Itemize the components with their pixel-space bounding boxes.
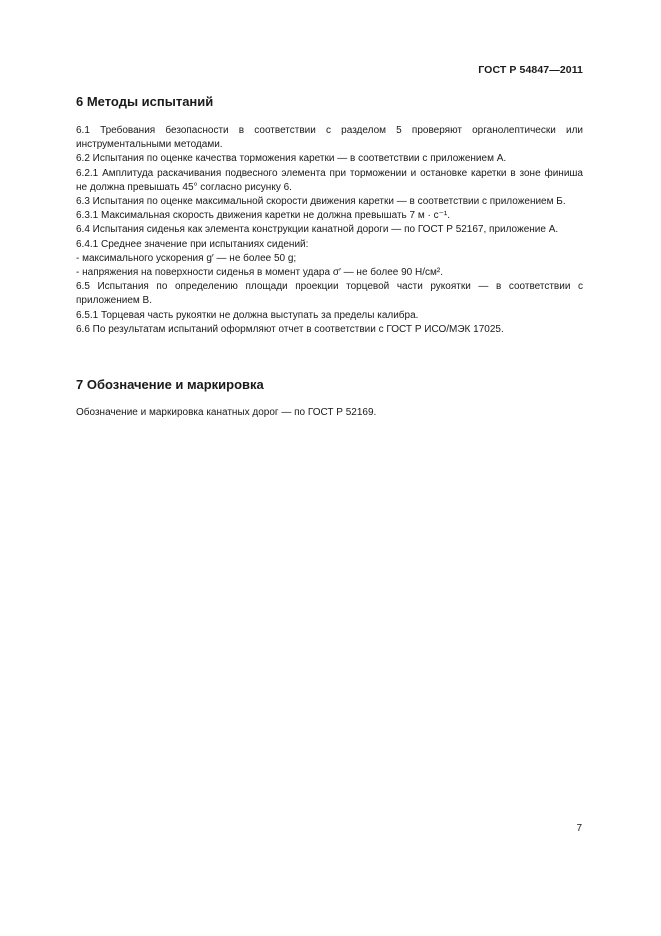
list-item-acceleration xyxy=(76,252,583,266)
paragraph-6-2-text: 6.2 Испытания по оценке качества торможения каретки — в соответствии с приложением А. xyxy=(76,153,507,165)
section-7-body xyxy=(76,406,583,420)
paragraph-6-6-text: 6.6 По результатам испытаний оформляют отчет в соответствии с ГОСТ Р ИСО/МЭК 17025. xyxy=(76,323,504,335)
paragraph-6-4 xyxy=(76,223,583,237)
paragraph-6-6 xyxy=(76,323,583,337)
paragraph-6-2-1 xyxy=(76,167,583,195)
section-6-body xyxy=(76,124,583,337)
paragraph-6-3-1 xyxy=(76,209,583,223)
paragraph-6-5-1 xyxy=(76,309,583,323)
section-6-heading: 6 Методы испытаний xyxy=(76,94,214,109)
paragraph-6-4-text: 6.4 Испытания сиденья как элемента конструкции канатной дороги — по ГОСТ Р 52167, приложение А. xyxy=(76,224,559,236)
paragraph-7 xyxy=(76,406,583,420)
paragraph-6-4-1 xyxy=(76,238,583,252)
paragraph-6-5-text: 6.5 Испытания по определению площади проекции торцевой части рукоятки — в соответствии с приложением В. xyxy=(76,281,583,307)
section-7-heading: 7 Обозначение и маркировка xyxy=(76,377,264,392)
paragraph-6-3 xyxy=(76,195,583,209)
paragraph-6-3-1-text: 6.3.1 Максимальная скорость движения каретки не должна превышать 7 м · с⁻¹. xyxy=(76,210,451,222)
paragraph-6-1-text: 6.1 Требования безопасности в соответствии с разделом 5 проверяют органолептически или инструментальными методами. xyxy=(76,125,583,151)
paragraph-6-2-1-text: 6.2.1 Амплитуда раскачивания подвесного элемента при торможении и остановке каретки в зоне финиша не должна превышать 45° согласно рисунку 6. xyxy=(76,167,583,193)
list-item-acceleration-text: - максимального ускорения g′ — не более 50 g; xyxy=(76,252,297,264)
paragraph-6-3-text: 6.3 Испытания по оценке максимальной скорости движения каретки — в соответствии с приложением Б. xyxy=(76,196,566,208)
paragraph-6-1 xyxy=(76,124,583,152)
document-code: ГОСТ Р 54847—2011 xyxy=(478,64,583,76)
list-item-stress-text: - напряжения на поверхности сиденья в момент удара σ′ — не более 90 Н/см². xyxy=(76,267,443,279)
page-number: 7 xyxy=(576,823,582,834)
paragraph-6-4-1-text: 6.4.1 Среднее значение при испытаниях сидений: xyxy=(76,238,309,250)
paragraph-6-5-1-text: 6.5.1 Торцевая часть рукоятки не должна выступать за пределы калибра. xyxy=(76,309,419,321)
list-item-stress xyxy=(76,266,583,280)
paragraph-6-2 xyxy=(76,152,583,166)
paragraph-7-text: Обозначение и маркировка канатных дорог — по ГОСТ Р 52169. xyxy=(76,407,377,418)
paragraph-6-5 xyxy=(76,280,583,308)
